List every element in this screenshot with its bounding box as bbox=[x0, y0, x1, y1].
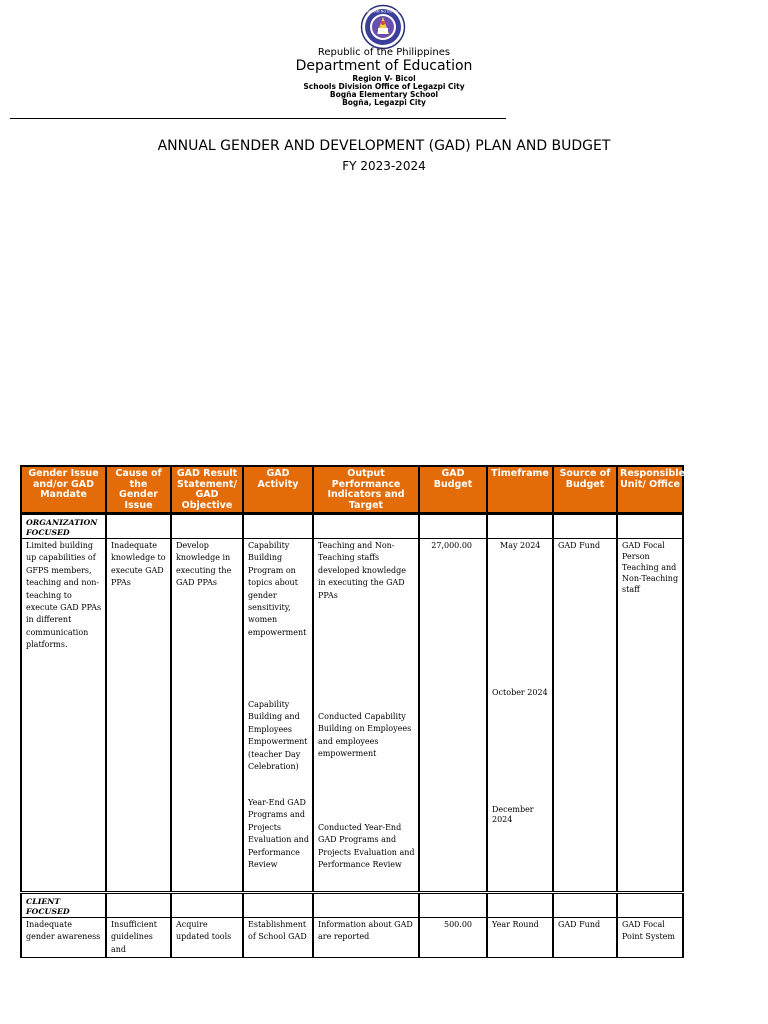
objective-cell: Develop knowledge in executing the GAD PPAs bbox=[171, 539, 243, 893]
column-header: GAD Budget bbox=[419, 466, 487, 514]
column-header: Source of Budget bbox=[553, 466, 617, 514]
department-label: Department of Education bbox=[295, 58, 473, 74]
table-row bbox=[21, 918, 683, 958]
output-item: Conducted Year-End GAD Programs and Projects Evaluation and Performance Review bbox=[318, 823, 415, 870]
category-row bbox=[21, 514, 683, 539]
activity-cell: Establishment of School GAD bbox=[243, 918, 313, 958]
column-header: Gender Issue and/or GAD Mandate bbox=[21, 466, 106, 514]
gender-issue-cell: Inadequate gender awareness bbox=[21, 918, 106, 958]
deped-seal-icon bbox=[356, 4, 410, 50]
header-divider bbox=[10, 118, 506, 119]
document-title: ANNUAL GENDER AND DEVELOPMENT (GAD) PLAN AND BUDGET bbox=[157, 138, 611, 154]
responsible-cell: GAD Focal Person Teaching and Non-Teaching staff bbox=[617, 539, 683, 893]
column-header: GAD Result Statement/ GAD Objective bbox=[171, 466, 243, 514]
objective-cell: Acquire updated tools bbox=[171, 918, 243, 958]
table-header-row bbox=[21, 466, 683, 514]
fiscal-year: FY 2023-2024 bbox=[342, 159, 426, 173]
budget-cell: 27,000.00 bbox=[419, 539, 487, 893]
gad-plan-table-container bbox=[20, 465, 685, 954]
source-cell: GAD Fund bbox=[553, 539, 617, 893]
timeframe-item: May 2024 bbox=[500, 541, 541, 550]
cause-cell: Inadequate knowledge to execute GAD PPAs bbox=[106, 539, 171, 893]
activity-cell bbox=[243, 539, 313, 893]
timeframe-cell bbox=[487, 539, 553, 893]
category-row bbox=[21, 893, 683, 918]
timeframe-item: December 2024 bbox=[492, 805, 534, 824]
output-cell bbox=[313, 539, 419, 893]
svg-text:KAGAWARAN NG EDUKASYON: KAGAWARAN NG EDUKASYON bbox=[356, 9, 410, 14]
category-label: ORGANIZATION FOCUSED bbox=[21, 514, 106, 539]
school-label: Bogña Elementary School bbox=[329, 90, 439, 99]
budget-cell: 500.00 bbox=[419, 918, 487, 958]
output-item: Teaching and Non-Teaching staffs developed knowledge in executing the GAD PPAs bbox=[318, 541, 406, 600]
column-header: Cause of the Gender Issue bbox=[106, 466, 171, 514]
gad-plan-table bbox=[20, 465, 684, 958]
timeframe-cell: Year Round bbox=[487, 918, 553, 958]
activity-item: Capability Building Program on topics about gender sensitivity, women empowerment bbox=[248, 541, 307, 637]
column-header: GAD Activity bbox=[243, 466, 313, 514]
activity-item: Year-End GAD Programs and Projects Evaluation and Performance Review bbox=[248, 798, 309, 870]
column-header: Responsible Unit/ Office bbox=[617, 466, 683, 514]
gender-issue-cell: Limited building up capabilities of GFPS members, teaching and non-teaching to execute GAD PPAs in different communication platforms. bbox=[21, 539, 106, 893]
responsible-cell: GAD Focal Point System bbox=[617, 918, 683, 958]
republic-label: Republic of the Philippines bbox=[317, 47, 451, 58]
timeframe-item: October 2024 bbox=[492, 688, 548, 697]
column-header: Timeframe bbox=[487, 466, 553, 514]
address-label: Bogña, Legazpi City bbox=[342, 98, 426, 107]
source-cell: GAD Fund bbox=[553, 918, 617, 958]
activity-item: Capability Building and Employees Empowerment (teacher Day Celebration) bbox=[248, 700, 308, 772]
table-row bbox=[21, 539, 683, 893]
column-header: Output Performance Indicators and Target bbox=[313, 466, 419, 514]
output-cell: Information about GAD are reported bbox=[313, 918, 419, 958]
region-label: Region V- Bicol bbox=[352, 74, 416, 83]
output-item: Conducted Capability Building on Employees and employees empowerment bbox=[318, 712, 412, 759]
division-label: Schools Division Office of Legazpi City bbox=[303, 82, 465, 91]
category-label: CLIENT FOCUSED bbox=[21, 893, 106, 918]
cause-cell: Insufficient guidelines and bbox=[106, 918, 171, 958]
